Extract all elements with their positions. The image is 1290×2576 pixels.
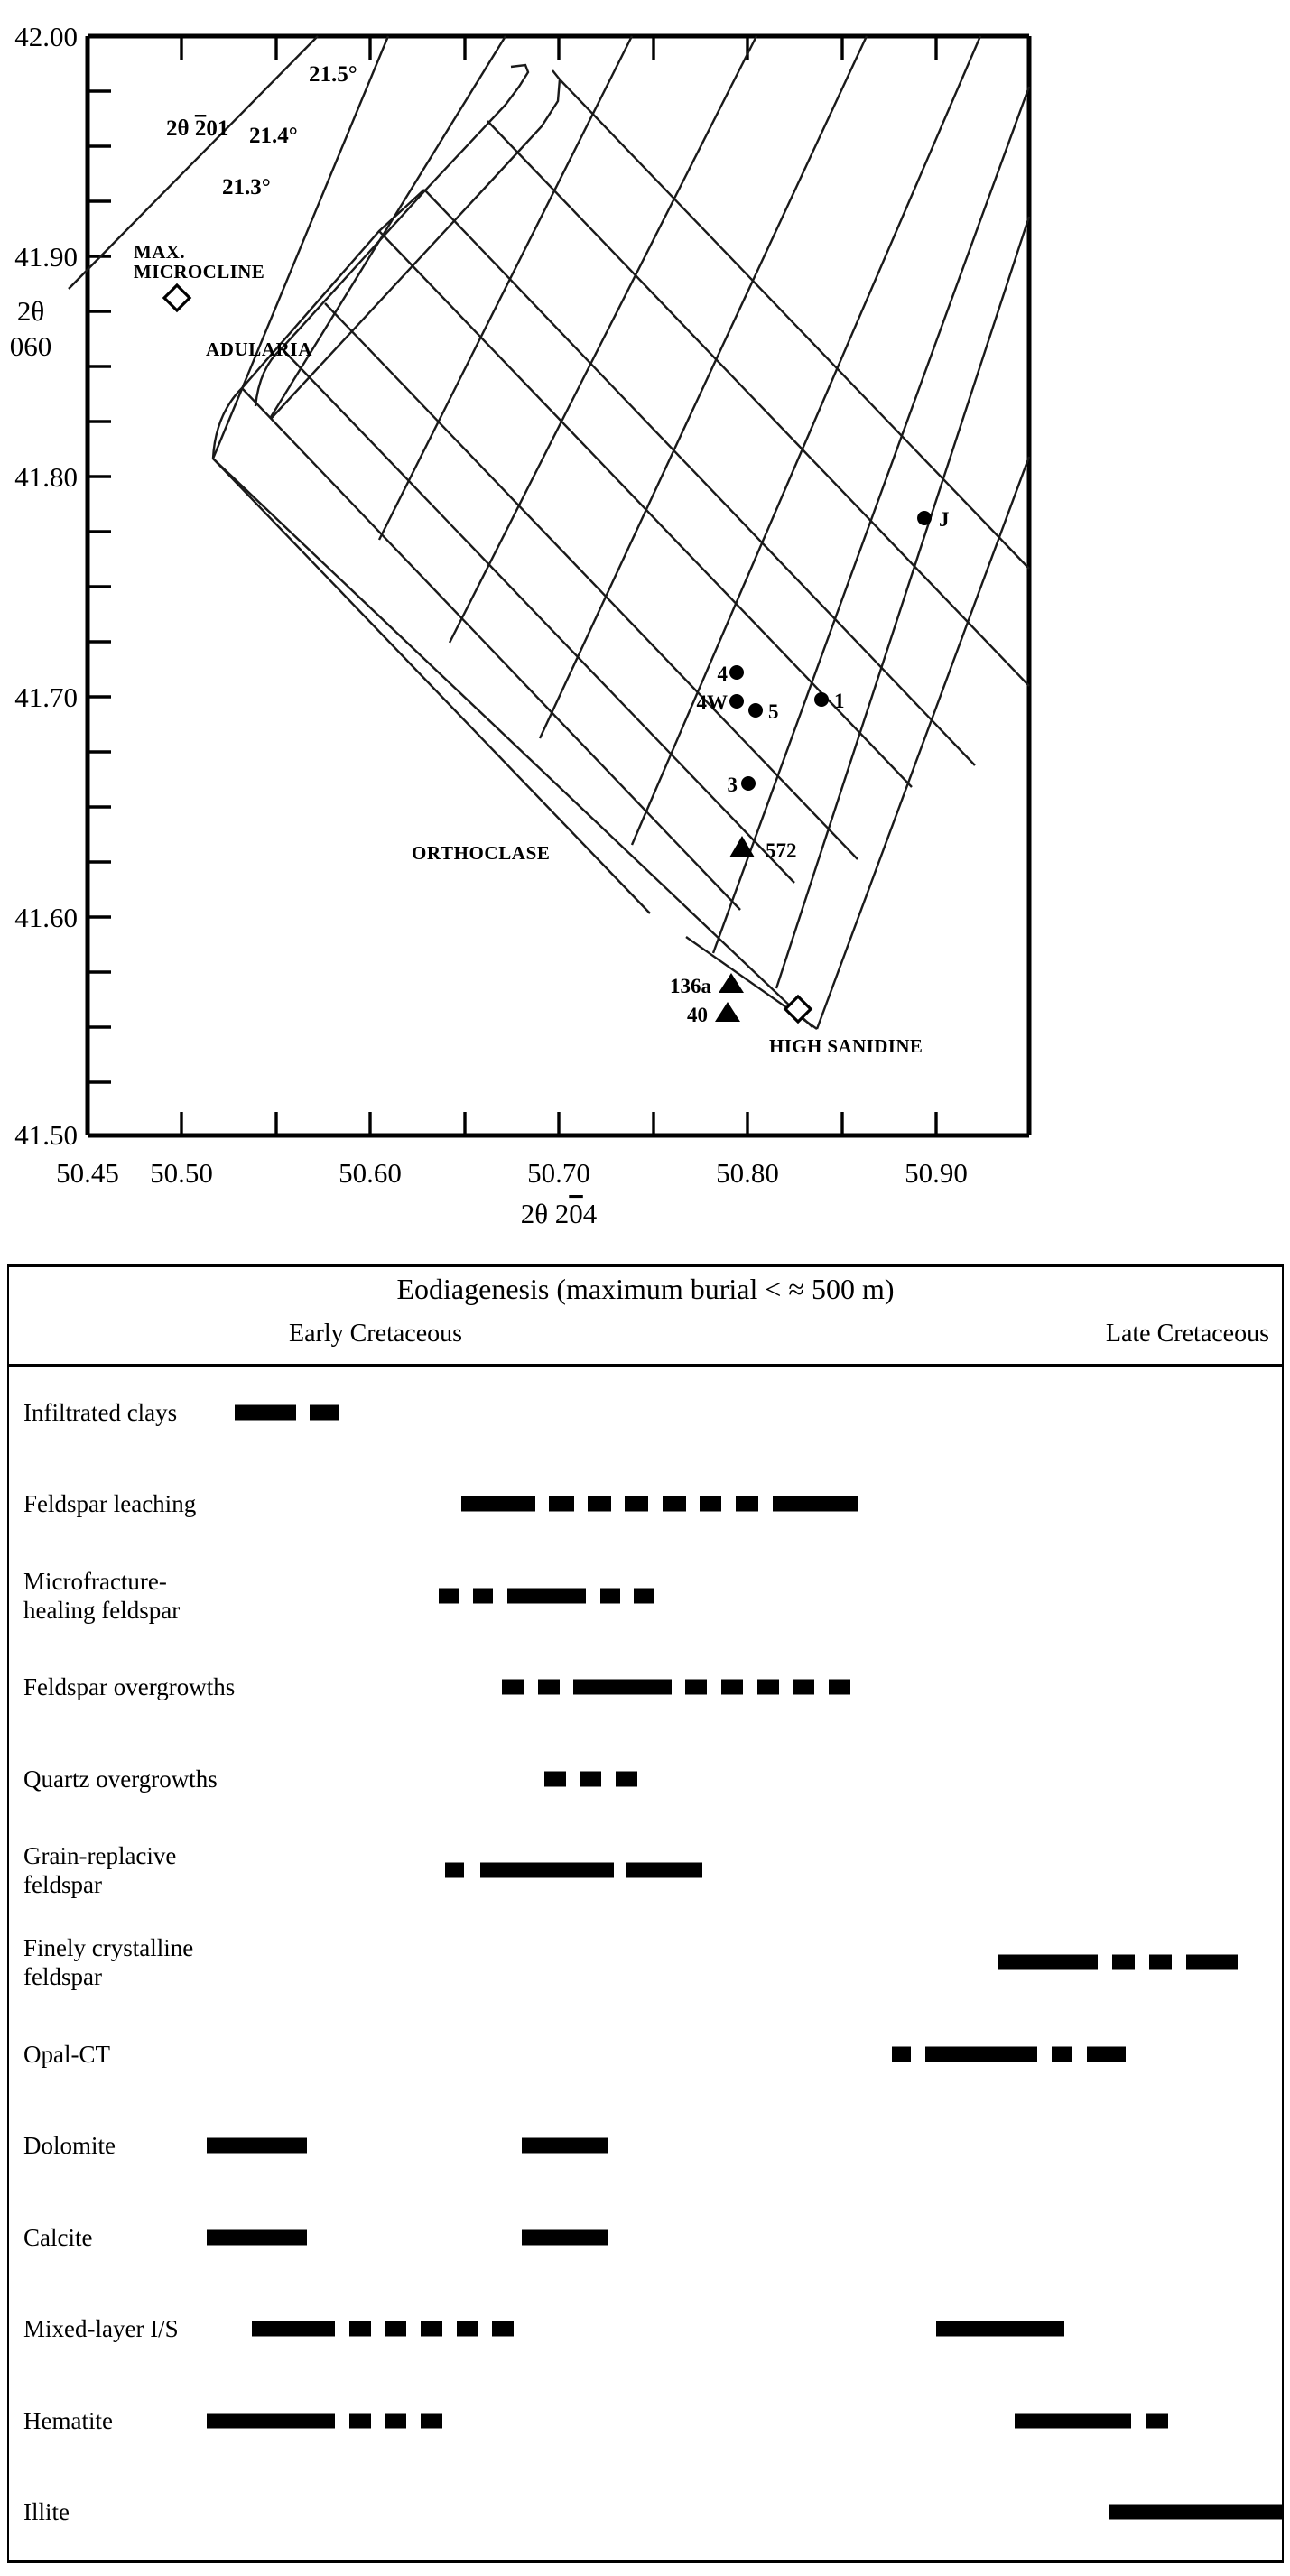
paragenesis-bar bbox=[1112, 1954, 1135, 1969]
data-point-5 bbox=[748, 700, 779, 723]
paragenesis-bar bbox=[549, 1496, 574, 1512]
paragenesis-row-track bbox=[168, 1459, 1282, 1551]
paragenesis-bar bbox=[385, 2321, 406, 2337]
paragenesis-bar bbox=[736, 1496, 758, 1512]
paragenesis-row-label: Dolomite bbox=[23, 2132, 116, 2160]
paragenesis-bar bbox=[829, 1680, 851, 1695]
paragenesis-bar bbox=[757, 1680, 780, 1695]
paragenesis-bar bbox=[721, 1680, 742, 1695]
paragenesis-row-track bbox=[168, 1550, 1282, 1642]
paragenesis-subheader-early: Early Cretaceous bbox=[289, 1320, 463, 1348]
y-axis-title-line1: 2θ bbox=[16, 295, 45, 327]
x-tick-label-50-70: 50.70 bbox=[527, 1157, 590, 1189]
paragenesis-row-track bbox=[168, 2008, 1282, 2100]
structural-state-grid bbox=[69, 36, 1029, 1029]
endmember-high-sanidine bbox=[769, 996, 923, 1057]
paragenesis-row-label: Calcite bbox=[23, 2223, 93, 2251]
y-tick-label-41-90: 41.90 bbox=[14, 241, 78, 273]
paragenesis-row bbox=[9, 2375, 1282, 2467]
paragenesis-bar bbox=[793, 1680, 813, 1695]
paragenesis-row-label: Microfracture- healing feldspar bbox=[23, 1567, 181, 1624]
x-tick-label-50-45: 50.45 bbox=[56, 1157, 119, 1189]
paragenesis-row bbox=[9, 2099, 1282, 2191]
paragenesis-row bbox=[9, 1367, 1282, 1459]
paragenesis-bar bbox=[616, 1771, 636, 1786]
paragenesis-title: Eodiagenesis (maximum burial < ≈ 500 m) bbox=[396, 1273, 895, 1305]
paragenesis-bar bbox=[461, 1496, 536, 1512]
data-point-40 bbox=[687, 1002, 740, 1026]
paragenesis-bar bbox=[207, 2413, 335, 2428]
paragenesis-row bbox=[9, 1825, 1282, 1917]
paragenesis-bar bbox=[1109, 2505, 1282, 2520]
field-label-orthoclase: ORTHOCLASE bbox=[412, 842, 551, 864]
x-tick-label-50-90: 50.90 bbox=[905, 1157, 968, 1189]
x-tick-label-50-50: 50.50 bbox=[150, 1157, 213, 1189]
paragenesis-row-track bbox=[168, 1367, 1282, 1459]
paragenesis-bar bbox=[445, 1863, 464, 1878]
contour-label-21-3: 21.3° bbox=[222, 175, 271, 199]
y-axis-ticks bbox=[88, 36, 111, 1082]
paragenesis-subheader-late: Late Cretaceous bbox=[1105, 1320, 1269, 1348]
data-point-label-5: 5 bbox=[768, 700, 779, 723]
paragenesis-bar bbox=[773, 1496, 858, 1512]
paragenesis-bar bbox=[522, 2229, 608, 2245]
paragenesis-row-label: Grain-replacive feldspar bbox=[23, 1842, 177, 1899]
paragenesis-bar bbox=[349, 2413, 370, 2428]
data-point-4W bbox=[697, 691, 745, 714]
paragenesis-rows bbox=[9, 1367, 1282, 2558]
paragenesis-bar bbox=[1149, 1954, 1172, 1969]
paragenesis-row bbox=[9, 1733, 1282, 1825]
paragenesis-row-label: Feldspar leaching bbox=[23, 1490, 197, 1518]
y-tick-label-41-70: 41.70 bbox=[14, 681, 78, 713]
data-point-label-572: 572 bbox=[766, 839, 797, 862]
diamond-icon-high-sanidine bbox=[785, 996, 811, 1022]
paragenesis-row bbox=[9, 1550, 1282, 1642]
paragenesis-row-label: Illite bbox=[23, 2498, 70, 2526]
paragenesis-row-track bbox=[168, 1733, 1282, 1825]
contour-label-2theta-201: 2θ 201 bbox=[166, 116, 229, 141]
x-tick-label-50-80: 50.80 bbox=[716, 1157, 779, 1189]
x-axis-ticks-top bbox=[181, 36, 936, 60]
paragenesis-row-label: Hematite bbox=[23, 2406, 113, 2434]
paragenesis-row-track bbox=[168, 2375, 1282, 2467]
paragenesis-row-label: Finely crystalline feldspar bbox=[23, 1933, 194, 1990]
paragenesis-bar bbox=[588, 1496, 611, 1512]
paragenesis-bar bbox=[421, 2413, 441, 2428]
paragenesis-bar bbox=[439, 1588, 459, 1603]
paragenesis-bar bbox=[998, 1954, 1098, 1969]
field-label-adularia: ADULARIA bbox=[206, 338, 312, 360]
data-point-label-J: J bbox=[939, 508, 950, 531]
data-point-label-4W: 4W bbox=[696, 691, 728, 714]
contour-label-21-4: 21.4° bbox=[249, 124, 298, 148]
paragenesis-bar bbox=[685, 1680, 708, 1695]
contour-label-21-5: 21.5° bbox=[309, 62, 357, 87]
paragenesis-bar bbox=[522, 2138, 608, 2154]
paragenesis-bar bbox=[634, 1588, 654, 1603]
paragenesis-row bbox=[9, 1642, 1282, 1734]
data-point-4 bbox=[718, 663, 745, 685]
paragenesis-bar bbox=[1146, 2413, 1168, 2428]
paragenesis-bar bbox=[310, 1404, 339, 1420]
plot-frame bbox=[88, 36, 1029, 1135]
paragenesis-bar bbox=[663, 1496, 686, 1512]
paragenesis-row bbox=[9, 2466, 1282, 2558]
paragenesis-bar bbox=[235, 1404, 296, 1420]
paragenesis-bar bbox=[1186, 1954, 1238, 1969]
paragenesis-bar bbox=[492, 2321, 513, 2337]
paragenesis-bar bbox=[207, 2229, 307, 2245]
paragenesis-row-track bbox=[168, 2099, 1282, 2191]
y-tick-label-42-00: 42.00 bbox=[14, 21, 78, 52]
max-microcline-label-line1: MAX. bbox=[134, 241, 186, 263]
paragenetic-sequence-chart bbox=[7, 1264, 1284, 2563]
paragenesis-row bbox=[9, 1459, 1282, 1551]
paragenesis-row bbox=[9, 2283, 1282, 2375]
paragenesis-row-label: Feldspar overgrowths bbox=[23, 1673, 236, 1701]
paragenesis-bar bbox=[457, 2321, 478, 2337]
triangle-icon-40 bbox=[715, 1002, 740, 1022]
paragenesis-row bbox=[9, 2191, 1282, 2284]
paragenesis-row bbox=[9, 1916, 1282, 2008]
y-axis-title-line2: 060 bbox=[9, 330, 52, 362]
paragenesis-bar bbox=[700, 1496, 722, 1512]
data-point-136a bbox=[670, 973, 744, 997]
high-sanidine-label: HIGH SANIDINE bbox=[769, 1035, 923, 1057]
paragenesis-row-track bbox=[168, 2191, 1282, 2284]
paragenesis-bar bbox=[600, 1588, 620, 1603]
paragenesis-row-label: Mixed-layer I/S bbox=[23, 2315, 179, 2343]
paragenesis-bar bbox=[480, 1863, 614, 1878]
paragenesis-row-track bbox=[168, 2283, 1282, 2375]
paragenesis-bar bbox=[1015, 2413, 1132, 2428]
data-point-label-1: 1 bbox=[834, 690, 845, 712]
x-axis-title: 2θ 204 bbox=[520, 1198, 598, 1228]
data-point-label-136a: 136a bbox=[670, 975, 711, 997]
paragenesis-bar bbox=[936, 2321, 1064, 2337]
paragenesis-bar bbox=[349, 2321, 370, 2337]
paragenesis-row-track bbox=[168, 1916, 1282, 2008]
paragenesis-row-label: Infiltrated clays bbox=[23, 1398, 178, 1426]
max-microcline-label-line2: MICROCLINE bbox=[134, 261, 265, 283]
data-point-label-3: 3 bbox=[727, 774, 738, 796]
paragenesis-bar bbox=[626, 1863, 702, 1878]
paragenesis-header bbox=[9, 1267, 1282, 1367]
plot-canvas bbox=[0, 0, 1290, 1228]
paragenesis-bar bbox=[925, 2046, 1036, 2062]
paragenesis-bar bbox=[573, 1680, 672, 1695]
paragenesis-bar bbox=[421, 2321, 441, 2337]
y-tick-label-41-50: 41.50 bbox=[14, 1119, 78, 1151]
paragenesis-row-label: Opal-CT bbox=[23, 2040, 110, 2068]
paragenesis-bar bbox=[892, 2046, 911, 2062]
data-point-label-4: 4 bbox=[717, 663, 728, 685]
x-axis-ticks bbox=[88, 1112, 1029, 1135]
paragenesis-row bbox=[9, 2008, 1282, 2100]
paragenesis-row-track bbox=[168, 1642, 1282, 1734]
data-point-label-40: 40 bbox=[687, 1004, 708, 1026]
paragenesis-bar bbox=[207, 2138, 307, 2154]
paragenesis-bar bbox=[538, 1680, 561, 1695]
y-tick-label-41-80: 41.80 bbox=[14, 461, 78, 493]
paragenesis-bar bbox=[507, 1588, 585, 1603]
paragenesis-bar bbox=[580, 1771, 601, 1786]
paragenesis-bar bbox=[1087, 2046, 1126, 2062]
data-point-3 bbox=[728, 774, 756, 796]
paragenesis-row-track bbox=[168, 2466, 1282, 2558]
endmember-max-microcline bbox=[134, 241, 264, 310]
paragenesis-bar bbox=[252, 2321, 336, 2337]
paragenesis-bar bbox=[385, 2413, 406, 2428]
diamond-icon-max-microcline bbox=[164, 285, 190, 310]
paragenesis-bar bbox=[473, 1588, 493, 1603]
x-tick-label-50-60: 50.60 bbox=[339, 1157, 402, 1189]
xrd-feldspar-plot bbox=[0, 0, 1290, 1228]
paragenesis-bar bbox=[1052, 2046, 1072, 2062]
paragenesis-row-track bbox=[168, 1825, 1282, 1917]
paragenesis-row-label: Quartz overgrowths bbox=[23, 1765, 218, 1793]
paragenesis-bar bbox=[502, 1680, 524, 1695]
paragenesis-bar bbox=[544, 1771, 565, 1786]
y-tick-label-41-60: 41.60 bbox=[14, 902, 78, 933]
paragenesis-bar bbox=[625, 1496, 648, 1512]
